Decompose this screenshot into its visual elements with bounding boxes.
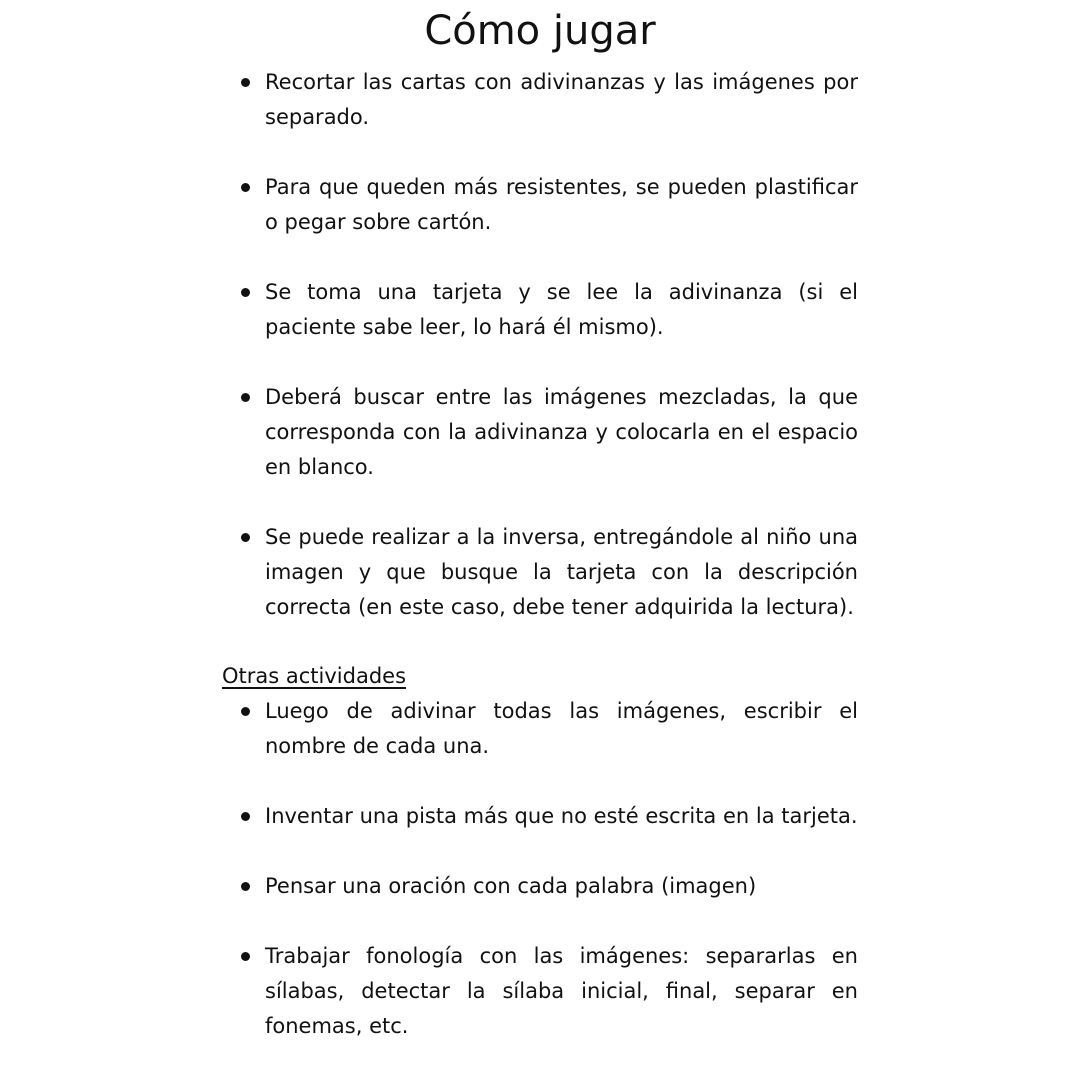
bullet-icon [241,78,250,87]
page-title: Cómo jugar [424,8,656,54]
list-item-text: Recortar las cartas con adivinanzas y las imágenes por separado. [265,70,858,129]
list-item-text: Inventar una pista más que no esté escrita en la tarjeta. [265,804,858,828]
section-heading-other-activities: Otras actividades [222,664,407,688]
bullet-icon [241,288,250,297]
list-item [238,380,858,485]
list-item-text: Pensar una oración con cada palabra (imagen) [265,874,757,898]
list-item [238,939,858,1044]
bullet-icon [241,707,250,716]
list-item [238,65,858,135]
list-item [238,694,858,764]
bullet-icon [241,952,250,961]
list-item-text: Para que queden más resistentes, se pueden plastificar o pegar sobre cartón. [265,175,858,234]
list-item [238,799,858,834]
list-item-text: Se toma una tarjeta y se lee la adivinanza (si el paciente sabe leer, lo hará él mismo). [265,280,858,339]
bullet-icon [241,882,250,891]
list-item [238,275,858,345]
other-activities-list [238,694,858,1044]
bullet-icon [241,533,250,542]
bullet-icon [241,393,250,402]
list-item-text: Luego de adivinar todas las imágenes, escribir el nombre de cada una. [265,699,858,758]
bullet-icon [241,183,250,192]
list-item [238,170,858,240]
list-item [238,869,858,904]
list-item-text: Deberá buscar entre las imágenes mezcladas, la que corresponda con la adivinanza y colocarla en el espacio en blanco. [265,385,858,479]
list-item-text: Trabajar fonología con las imágenes: separarlas en sílabas, detectar la sílaba inicial, final, separar en fonemas, etc. [265,944,858,1038]
bullet-icon [241,812,250,821]
list-item [238,520,858,625]
list-item-text: Se puede realizar a la inversa, entregándole al niño una imagen y que busque la tarjeta con la descripción correcta (en este caso, debe tener adquirida la lectura). [265,525,858,619]
how-to-play-list [238,65,858,625]
